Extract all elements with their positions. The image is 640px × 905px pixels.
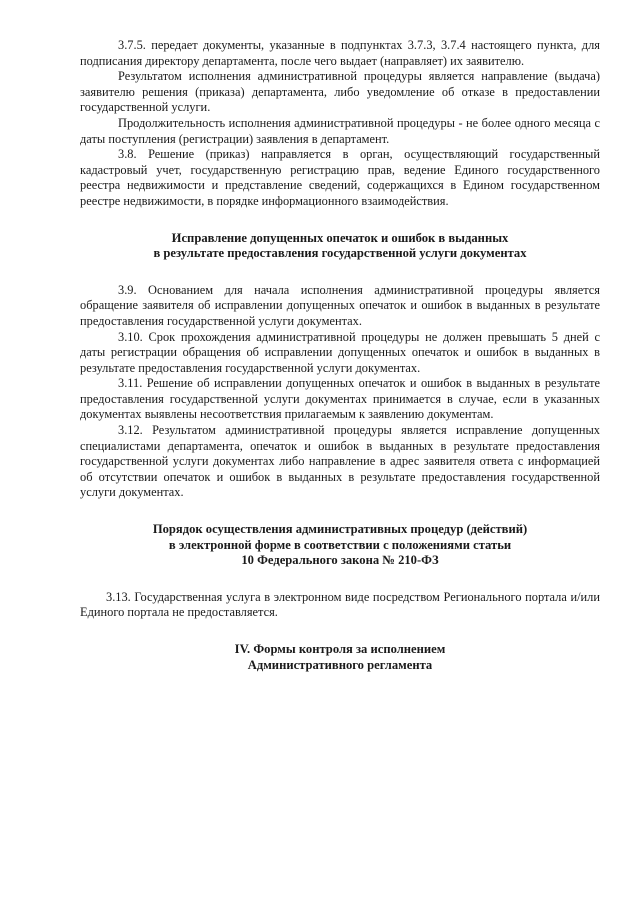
heading-line: в электронной форме в соответствии с положениями статьи xyxy=(168,537,512,552)
paragraph-3-7-5: 3.7.5. передает документы, указанные в подпунктах 3.7.3, 3.7.4 настоящего пункта, для подписания директору департамента, после чего выдает (направляет) их заявителю. xyxy=(80,38,600,68)
heading-line: Исправление допущенных опечаток и ошибок в выданных xyxy=(171,230,509,245)
document-page xyxy=(80,38,600,673)
section-heading-electronic xyxy=(80,522,600,569)
heading-line: Порядок осуществления административных процедур (действий) xyxy=(152,522,528,537)
paragraph-result: Результатом исполнения административной процедуры является направление (выдача) заявителю решения (приказа) департамента, либо уведомление об отказе в предоставлении государственной услуги. xyxy=(80,69,600,115)
heading-line: в результате предоставления государственной услуги документах xyxy=(153,246,527,261)
paragraph-3-10: 3.10. Срок прохождения административной процедуры не должен превышать 5 дней с даты регистрации обращения об исправлении допущенных опечаток и ошибок в выданных в результате предоставления государственной услуги документах. xyxy=(80,329,600,375)
heading-line: Административного регламента xyxy=(247,657,433,672)
paragraph-3-12: 3.12. Результатом административной процедуры является исправление допущенных специалистами департамента, опечаток и ошибок в выданных в результате предоставления государственной услуги документах либо направление в адрес заявителя ответа с информацией об отсутствии опечаток и ошибок в выданных в результате предоставления государственной услуги документах. xyxy=(80,423,600,500)
section-heading-corrections xyxy=(80,231,600,262)
paragraph-duration: Продолжительность исполнения административной процедуры - не более одного месяца с даты поступления (регистрации) заявления в департамент. xyxy=(80,115,600,146)
heading-line: IV. Формы контроля за исполнением xyxy=(234,642,446,656)
paragraph-3-9: 3.9. Основанием для начала исполнения административной процедуры является обращение заявителя об исправлении допущенных опечаток и ошибок в выданных в результате предоставления государственной услуги документах. xyxy=(80,282,600,328)
paragraph-3-11: 3.11. Решение об исправлении допущенных опечаток и ошибок в выданных в результате предоставления государственной услуги документах принимается в случае, если в указанных документах выявлены несоответствия прилагаемым к заявлению документам. xyxy=(80,376,600,422)
heading-line: 10 Федерального закона № 210-ФЗ xyxy=(241,553,439,568)
paragraph-3-13: 3.13. Государственная услуга в электронном виде посредством Регионального портала и/или Единого портала не предоставляется. xyxy=(80,589,600,620)
section-heading-control xyxy=(80,642,600,673)
paragraph-3-8: 3.8. Решение (приказ) направляется в орган, осуществляющий государственный кадастровый учет, государственную регистрацию прав, ведение Единого государственного реестра недвижимости и представление сведений, содержащихся в Едином государственном реестре недвижимости, в порядке информационного взаимодействия. xyxy=(80,147,600,208)
